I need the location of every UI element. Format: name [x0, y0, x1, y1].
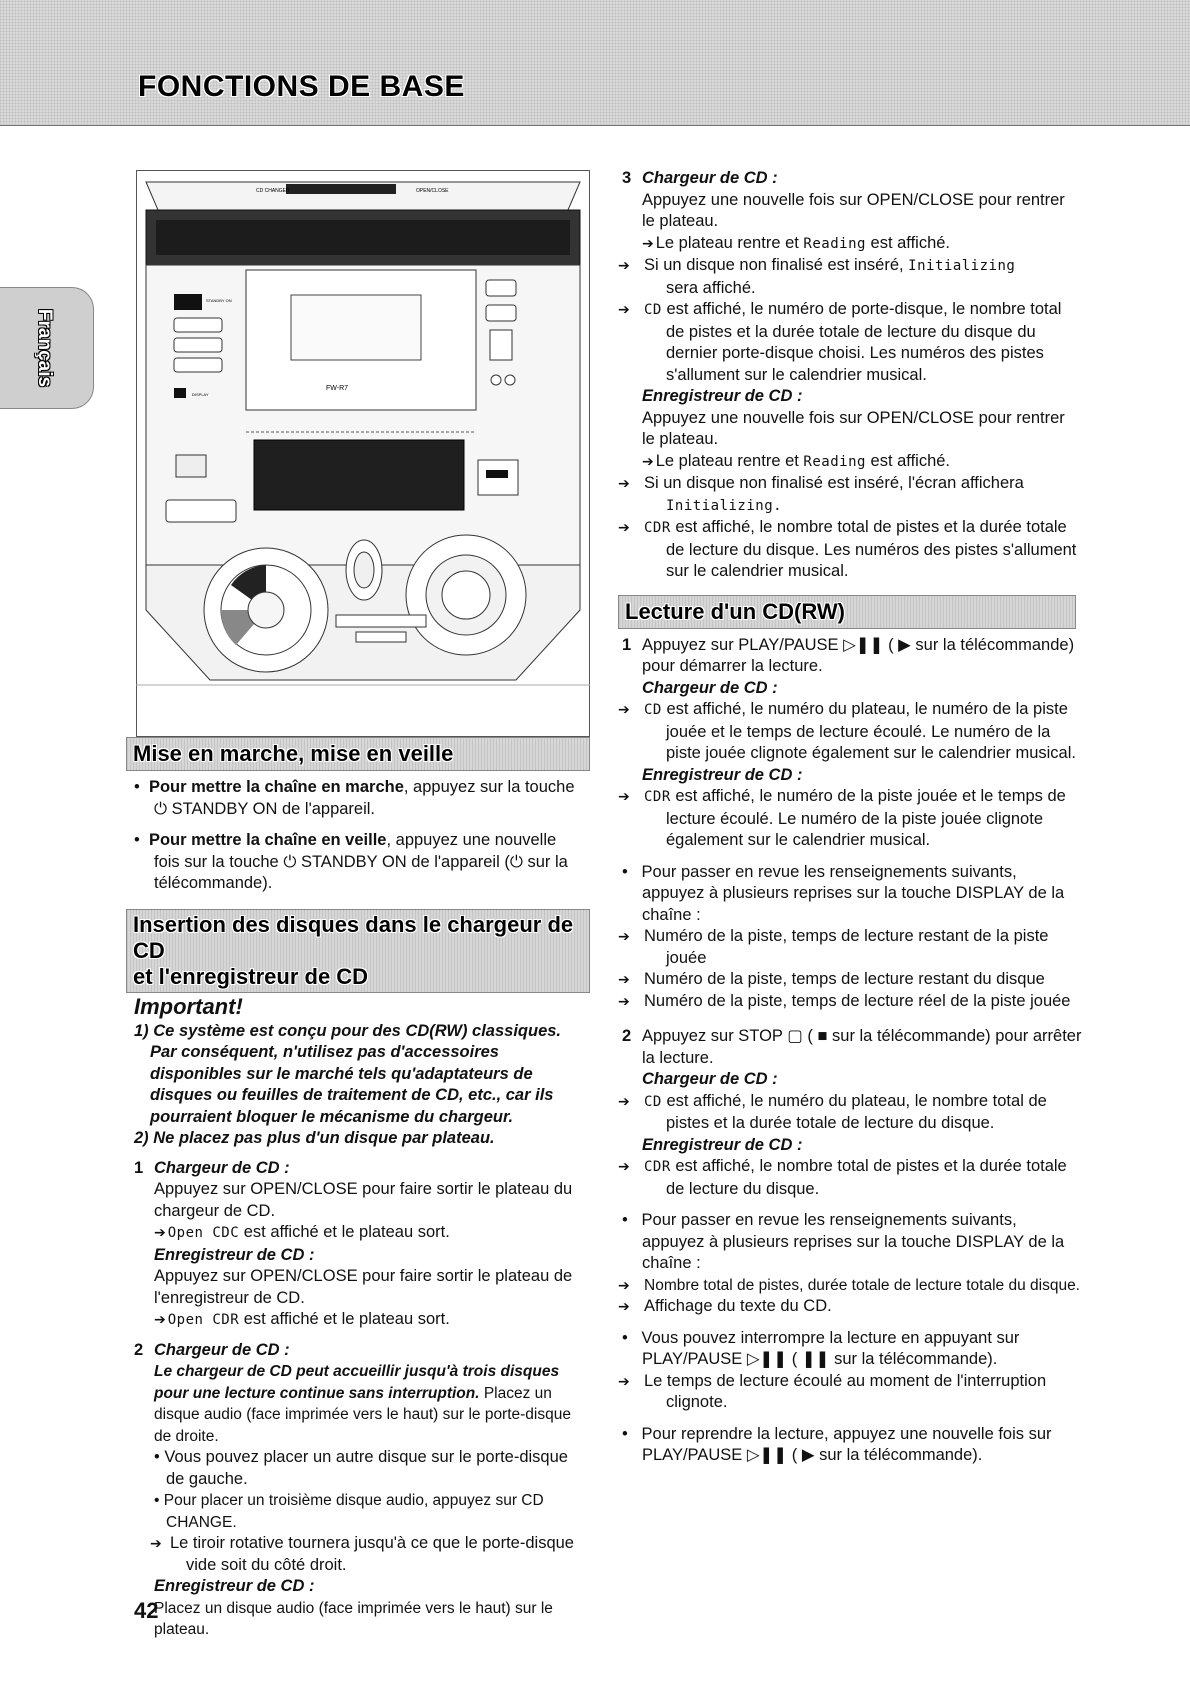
- play-step-2-changer-label: Chargeur de CD :: [642, 1070, 778, 1088]
- important-item-1: [134, 1021, 590, 1129]
- play-step-2-rec-result: ➔ CDR est affiché, le nombre total de pistes et la durée totale de lecture du disque.: [618, 1157, 1067, 1198]
- play-step-1-rec-res: est affiché, le numéro de la piste jouée et le temps de lecture écoulé. Le numéro de la piste jouée clignote également sur le calendrier musical.: [666, 787, 1066, 849]
- section-play-header: Lecture d'un CD(RW): [618, 595, 1076, 629]
- important-item-2-num: 2): [134, 1129, 149, 1147]
- page-title: FONCTIONS DE BASE: [138, 70, 465, 103]
- step-2-rest: Placez un disque audio (face imprimée vers le haut) sur le porte-disque de droite.: [154, 1384, 571, 1445]
- step-2-changer-text: [134, 1361, 590, 1447]
- arrow-icon: ➔: [642, 234, 654, 251]
- play-step-1-bullet-r1: ➔ Numéro de la piste, temps de lecture restant de la piste jouée: [618, 927, 1049, 967]
- step-3-changer-result-3: ➔ CD est affiché, le numéro de porte-disque, le nombre total de pistes et la durée totale de lecture du disque du dernier porte-disque choisi. Les numéros des pistes s'allument sur le calendrier musical.: [618, 300, 1062, 384]
- step-2: [134, 1340, 590, 1362]
- play-step-2-bullet-2-text: Vous pouvez interrompre la lecture en appuyant sur PLAY/PAUSE ▷❚❚ ( ❚❚ sur la télécommande).: [641, 1328, 1020, 1368]
- lcd-cdr: CDR: [644, 789, 671, 805]
- lcd-reading: Reading: [803, 453, 866, 470]
- play-step-2-num: 2: [622, 1027, 632, 1045]
- play-step-1-bullet-text: Pour passer en revue les renseignements suivants, appuyez à plusieurs reprises sur la touche DISPLAY de la chaîne :: [641, 862, 1065, 924]
- lcd-initializing: Initializing: [908, 258, 1016, 274]
- step-2-changer-label: Chargeur de CD :: [154, 1340, 290, 1359]
- header-band: [0, 0, 1190, 126]
- step-1-changer-result: [134, 1222, 590, 1245]
- lcd-open-cdc: Open CDC: [167, 1225, 240, 1241]
- device-illustration: [136, 170, 590, 737]
- important-heading: Important!: [134, 993, 243, 1019]
- play-step-2-rec-res: est affiché, le nombre total de pistes et la durée totale de lecture du disque.: [666, 1157, 1067, 1198]
- step-3-rec-r2-a: Si un disque non finalisé est inséré, l'écran affichera: [644, 474, 1024, 492]
- play-step-2-bullet-1: • Pour passer en revue les renseignements suivants, appuyez à plusieurs reprises sur la touche DISPLAY de la chaîne :: [622, 1211, 1065, 1272]
- play-step-2-bullet-1-r1: ➔ Nombre total de pistes, durée totale de lecture totale du disque.: [618, 1276, 1080, 1294]
- arrow-icon: ➔: [154, 1224, 166, 1240]
- arrow-icon: ➔: [642, 452, 654, 469]
- step-3-r1-a: Le plateau rentre et: [655, 233, 804, 252]
- step-3-rec-result-1: [622, 451, 1082, 474]
- play-step-2-text: Appuyez sur STOP ▢ ( ■ sur la télécommande) pour arrêter la lecture.: [642, 1027, 1082, 1067]
- left-column: [134, 740, 590, 1641]
- lcd-cd: CD: [644, 1093, 662, 1110]
- standby-line3: télécommande).: [154, 874, 273, 892]
- device-label-model: FW-R7: [326, 385, 349, 392]
- step-1-changer-text: Appuyez sur OPEN/CLOSE pour faire sortir le plateau du chargeur de CD.: [154, 1180, 573, 1220]
- step-2-bullet-1: • Vous pouvez placer un autre disque sur le porte-disque de gauche.: [154, 1448, 568, 1488]
- important-item-1-num: 1): [134, 1021, 149, 1040]
- play-step-1-changer-label: Chargeur de CD :: [642, 678, 778, 697]
- play-step-1-bullet-r3-text: Numéro de la piste, temps de lecture réel de la piste jouée: [644, 991, 1071, 1010]
- step-3-rec-r1-a: Le plateau rentre et: [655, 451, 804, 470]
- lcd-reading: Reading: [803, 235, 866, 252]
- play-step-2-changer-result: ➔ CD est affiché, le numéro du plateau, le nombre total de pistes et la durée totale de lecture du disque.: [618, 1091, 1047, 1132]
- step-2-rec-text: Placez un disque audio (face imprimée vers le haut) sur le plateau.: [154, 1599, 553, 1638]
- step-3-changer-result-1: [622, 233, 1082, 256]
- section-insert-header: [126, 909, 590, 993]
- lcd-initializing: Initializing.: [666, 497, 783, 514]
- play-step-2-bullet-2: • Vous pouvez interrompre la lecture en appuyant sur PLAY/PAUSE ▷❚❚ ( ❚❚ sur la télécommande).: [622, 1328, 1020, 1368]
- device-label-display: DISPLAY: [192, 392, 209, 397]
- play-step-1-bullet-r2: ➔ Numéro de la piste, temps de lecture restant du disque: [618, 970, 1045, 988]
- step-1-rec-result-text: est affiché et le plateau sort.: [239, 1310, 450, 1328]
- step-2-bullet-2-result: ➔ Le tiroir rotative tournera jusqu'à ce que le porte-disque vide soit du côté droit.: [150, 1534, 574, 1574]
- section-insert-title-l2: et l'enregistreur de CD: [133, 963, 369, 989]
- standby-bullet: • Pour mettre la chaîne en veille, appuyez une nouvelle fois sur la touche ⏻ STANDBY ON de l'appareil (⏻ sur la télécommande).: [134, 831, 568, 892]
- step-2-bullet-1-text: Vous pouvez placer un autre disque sur le porte-disque de gauche.: [164, 1448, 568, 1488]
- step-3-r2-a: Si un disque non finalisé est inséré,: [644, 256, 909, 274]
- device-label-standby: STANDBY ON: [206, 298, 232, 303]
- step-2-num: 2: [134, 1340, 144, 1359]
- step-2-bullet-2-text: Pour placer un troisième disque audio, appuyez sur CD CHANGE.: [163, 1492, 544, 1531]
- arrow-icon: ➔: [154, 1311, 166, 1327]
- step-3-rec-result-3: ➔ CDR est affiché, le nombre total de pistes et la durée totale de lecture du disque. Les numéros des pistes s'allument sur le calendrier musical.: [618, 518, 1077, 580]
- section-power-header: Mise en marche, mise en veille: [126, 737, 590, 771]
- play-step-2-bullet-3: • Pour reprendre la lecture, appuyez une nouvelle fois sur PLAY/PAUSE ▷❚❚ ( ▶ sur la télécommande).: [622, 1424, 1052, 1464]
- power-on-line2: ⏻ STANDBY ON de l'appareil.: [154, 799, 376, 818]
- step-2-bullet-2: • Pour placer un troisième disque audio, appuyez sur CD CHANGE.: [154, 1492, 544, 1531]
- important-item-2-text: Ne placez pas plus d'un disque par plateau.: [153, 1129, 495, 1147]
- play-step-2-bullet-1-r1-text: Nombre total de pistes, durée totale de lecture totale du disque.: [644, 1276, 1080, 1294]
- step-3-changer-result-2: ➔ Si un disque non finalisé est inséré, Initializing sera affiché.: [618, 256, 1016, 297]
- step-3-changer-label: Chargeur de CD :: [642, 169, 778, 187]
- play-step-1-changer-res: est affiché, le numéro du plateau, le numéro de la piste jouée et le temps de lecture écoulé. Le numéro de la piste jouée clignote également sur le calendrier musical.: [661, 700, 1076, 762]
- lcd-open-cdr: Open CDR: [167, 1312, 240, 1328]
- play-step-1-bullet: • Pour passer en revue les renseignements suivants, appuyez à plusieurs reprises sur la touche DISPLAY de la chaîne :: [622, 862, 1065, 924]
- step-3-rec-result-2: ➔ Si un disque non finalisé est inséré, l'écran affichera Initializing.: [618, 474, 1024, 514]
- power-on-bold: Pour mettre la chaîne en marche: [148, 778, 404, 796]
- play-step-1-rec-result: ➔ CDR est affiché, le numéro de la piste jouée et le temps de lecture écoulé. Le numéro de la piste jouée clignote également sur le calendrier musical.: [618, 787, 1066, 849]
- step-1-num: 1: [134, 1158, 144, 1177]
- play-step-2-changer-res: est affiché, le numéro du plateau, le nombre total de pistes et la durée totale de lecture du disque.: [661, 1091, 1047, 1132]
- step-3-num: 3: [622, 169, 632, 187]
- play-step-2-rec-label: Enregistreur de CD :: [642, 1135, 803, 1154]
- section-insert-title-l1: Insertion des disques dans le chargeur de CD: [133, 911, 574, 963]
- step-3-rec-r3-b: est affiché, le nombre total de pistes et la durée totale de lecture du disque. Les numéros des pistes s'allument sur le calendrier musical.: [666, 518, 1077, 580]
- step-1-rec-result: [134, 1309, 590, 1332]
- play-step-2-bullet-1-text: Pour passer en revue les renseignements suivants, appuyez à plusieurs reprises sur la touche DISPLAY de la chaîne :: [641, 1211, 1065, 1272]
- step-1-changer-label: Chargeur de CD :: [154, 1158, 290, 1177]
- important-item-1-text: Ce système est conçu pour des CD(RW) classiques. Par conséquent, n'utilisez pas d'accessoires disponibles sur le marché tels qu'adaptateurs de disques ou feuilles de traitement de CD, etc., car ils pourraient bloquer le mécanisme du chargeur.: [150, 1021, 562, 1126]
- standby-line2: fois sur la touche ⏻ STANDBY ON de l'appareil (⏻ sur la: [154, 852, 568, 871]
- play-step-2-bullet-2-r1: ➔ Le temps de lecture écoulé au moment de l'interruption clignote.: [618, 1371, 1047, 1411]
- step-3-r3-b: est affiché, le numéro de porte-disque, le nombre total de pistes et la durée totale de lecture du disque du dernier porte-disque choisi. Les numéros des pistes s'allument sur le calendrier musical.: [661, 300, 1062, 384]
- play-step-1-text: Appuyez sur PLAY/PAUSE ▷❚❚ ( ▶ sur la télécommande) pour démarrer la lecture.: [642, 635, 1075, 675]
- page-number: 42: [134, 1598, 159, 1623]
- play-step-1-rec-label: Enregistreur de CD :: [642, 765, 803, 784]
- language-tab-label: Français: [34, 308, 55, 388]
- right-column: [618, 168, 1082, 1467]
- device-label-cd-changer: CD CHANGER: [256, 188, 290, 194]
- step-2-rec-label: Enregistreur de CD :: [154, 1577, 315, 1595]
- play-step-1-bullet-r1-text: Numéro de la piste, temps de lecture restant de la piste jouée: [644, 927, 1049, 967]
- play-step-2-bullet-1-r2-text: Affichage du texte du CD.: [644, 1297, 832, 1315]
- step-1-changer-result-text: est affiché et le plateau sort.: [239, 1223, 450, 1241]
- step-1-rec-label: Enregistreur de CD :: [154, 1245, 315, 1264]
- play-step-1-bullet-r2-text: Numéro de la piste, temps de lecture restant du disque: [644, 970, 1045, 988]
- standby-bold: Pour mettre la chaîne en veille: [148, 831, 387, 849]
- power-on-bullet: • Pour mettre la chaîne en marche, appuyez sur la touche ⏻ STANDBY ON de l'appareil.: [134, 778, 575, 818]
- step-1-rec-text: Appuyez sur OPEN/CLOSE pour faire sortir le plateau de l'enregistreur de CD.: [154, 1267, 573, 1307]
- play-step-1: [622, 635, 1082, 678]
- step-3-rec-r1-b: est affiché.: [865, 451, 951, 470]
- play-step-2-bullet-3-text: Pour reprendre la lecture, appuyez une nouvelle fois sur PLAY/PAUSE ▷❚❚ ( ▶ sur la télécommande).: [641, 1424, 1052, 1464]
- power-on-rest: , appuyez sur la touche: [403, 778, 575, 796]
- step-3-rec-text: Appuyez une nouvelle fois sur OPEN/CLOSE pour rentrer le plateau.: [642, 408, 1065, 448]
- step-2-bullet-2-result-text: Le tiroir rotative tournera jusqu'à ce que le porte-disque vide soit du côté droit.: [170, 1534, 574, 1574]
- play-step-1-num: 1: [622, 635, 632, 654]
- play-step-1-bullet-r3: ➔ Numéro de la piste, temps de lecture réel de la piste jouée: [618, 991, 1071, 1010]
- lcd-cdr: CDR: [644, 520, 671, 536]
- step-3-r2-b: sera affiché.: [666, 278, 756, 297]
- play-step-2-bullet-1-r2: ➔ Affichage du texte du CD.: [618, 1297, 832, 1315]
- lcd-cdr: CDR: [644, 1159, 671, 1175]
- step-3: [622, 168, 1082, 190]
- language-tab: [0, 287, 94, 409]
- play-step-2: [622, 1026, 1082, 1069]
- standby-rest: , appuyez une nouvelle: [386, 831, 557, 849]
- step-3-rec-label: Enregistreur de CD :: [642, 387, 803, 405]
- step-2-bold: Le chargeur de CD peut accueillir jusqu'à trois disques pour une lecture continue sans interruption.: [154, 1363, 560, 1402]
- step-3-changer-text: Appuyez une nouvelle fois sur OPEN/CLOSE pour rentrer le plateau.: [642, 190, 1065, 230]
- lcd-cd: CD: [644, 702, 662, 718]
- play-step-2-bullet-2-r1-text: Le temps de lecture écoulé au moment de l'interruption clignote.: [644, 1371, 1047, 1411]
- device-label-open-close: OPEN/CLOSE: [416, 188, 449, 194]
- play-step-1-changer-result: ➔ CD est affiché, le numéro du plateau, le numéro de la piste jouée et le temps de lecture écoulé. Le numéro de la piste jouée clignote également sur le calendrier musical.: [618, 700, 1076, 762]
- step-3-r1-b: est affiché.: [865, 233, 951, 252]
- step-1: [134, 1158, 590, 1180]
- lcd-cd: CD: [644, 302, 662, 318]
- important-item-2: [134, 1128, 590, 1150]
